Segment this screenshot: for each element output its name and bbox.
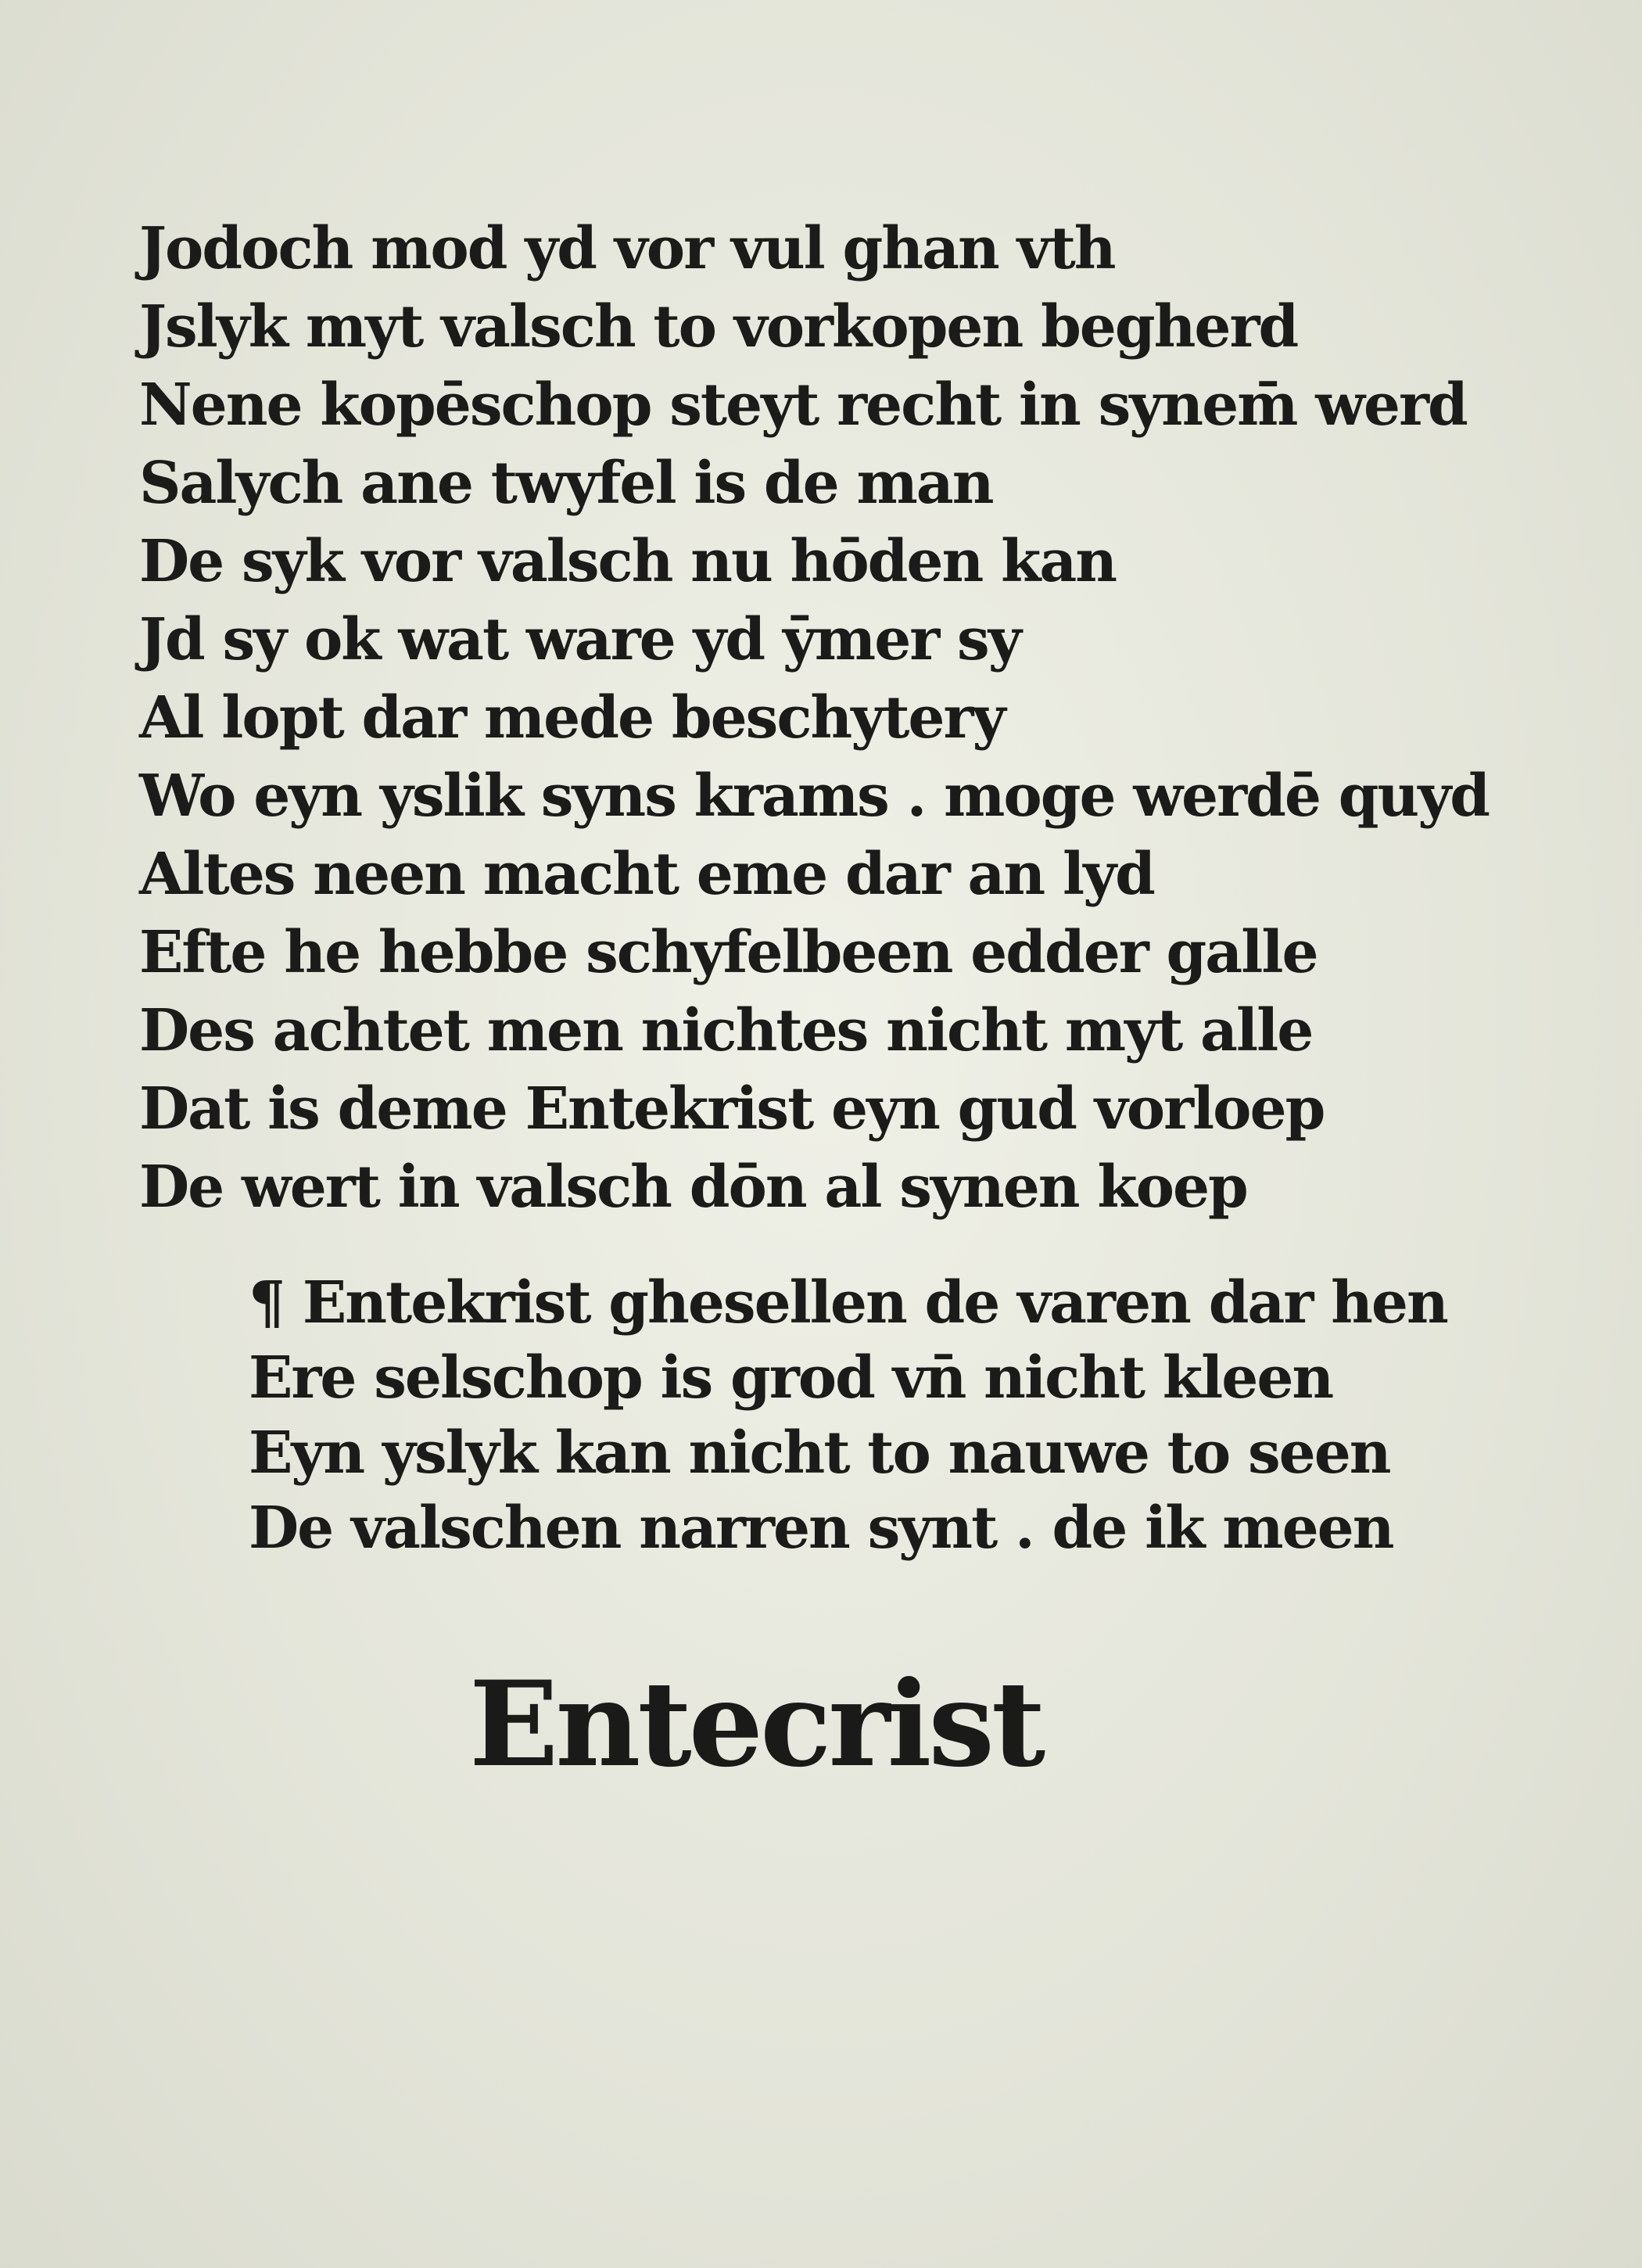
verse-line: Al lopt dar mede beschytery — [139, 684, 1005, 752]
verse-line: Ere selschop is grod vn̄ nicht kleen — [249, 1344, 1333, 1412]
verse-stanza-2 — [249, 1265, 1531, 1566]
verse-line: De valschen narren synt . de ik meen — [249, 1495, 1393, 1562]
verse-line: Wo eyn yslik syns krams . moge werdē quyd — [139, 763, 1489, 830]
verse-line: Salych ane twyfel is de man — [139, 450, 993, 517]
verse-line: Nene kopēschop steyt recht in synem̄ werd — [139, 371, 1467, 439]
verse-line: ¶ Entekrist ghesellen de varen dar hen — [249, 1269, 1447, 1337]
verse-line: Jslyk myt valsch to vorkopen begherd — [139, 293, 1298, 361]
verse-stanza-1 — [139, 210, 1547, 1226]
verse-line: Altes neen macht eme dar an lyd — [139, 841, 1154, 908]
verse-line: Eyn yslyk kan nicht to nauwe to seen — [249, 1419, 1390, 1487]
verse-line: Dat is deme Entekrist eyn gud vorloep — [139, 1075, 1325, 1143]
verse-line: Efte he hebbe schyfelbeen edder galle — [139, 919, 1318, 986]
verse-line: De syk vor valsch nu hōden kan — [139, 528, 1117, 595]
verse-line: Des achtet men nichtes nicht myt alle — [139, 997, 1313, 1064]
section-heading: Entecrist — [469, 1656, 1043, 1793]
verse-line: De wert in valsch dōn al synen koep — [139, 1154, 1247, 1221]
verse-line: Jodoch mod yd vor vul ghan vth — [139, 215, 1115, 282]
verse-line: Jd sy ok wat ware yd ȳmer sy — [139, 606, 1020, 673]
